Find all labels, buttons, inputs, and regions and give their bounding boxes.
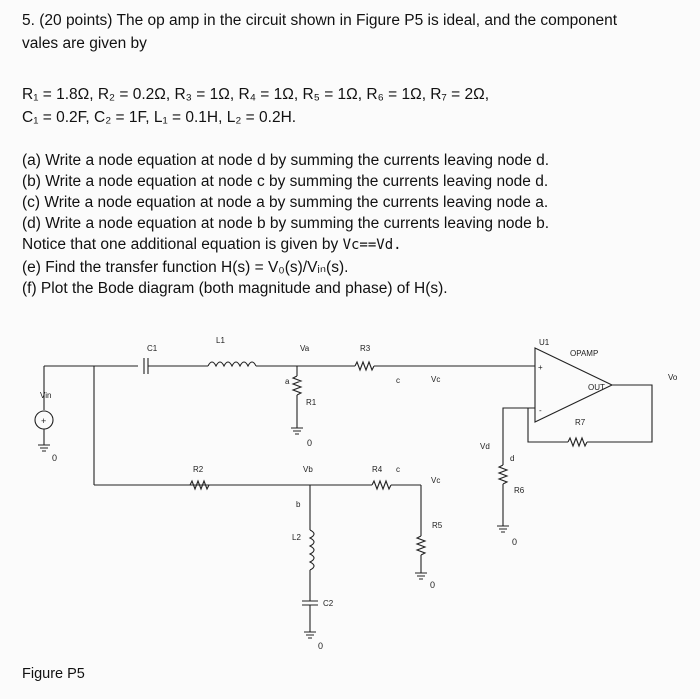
question-e: (e) Find the transfer function H(s) = V₀(s)/Vᵢₙ(s). [22, 259, 349, 276]
label-r6: R6 [514, 486, 525, 495]
label-vo: Vo [668, 373, 678, 382]
figure-caption: Figure P5 [22, 666, 85, 682]
label-ground-r1: 0 [307, 438, 313, 448]
label-vb: Vb [303, 465, 313, 474]
ground-c2 [304, 632, 316, 638]
problem-line-2: vales are given by [22, 35, 147, 52]
circuit-figure [0, 320, 700, 699]
resistor-r6 [499, 465, 507, 484]
resistor-r5 [417, 536, 425, 555]
ground-r1 [291, 395, 303, 434]
label-c2: C2 [323, 599, 334, 608]
ground-r6 [497, 484, 509, 532]
label-d: d [510, 454, 515, 463]
question-f: (f) Plot the Bode diagram (both magnitude and phase) of H(s). [22, 280, 448, 297]
note-prefix: Notice that one additional equation is given by [22, 236, 343, 253]
label-vd: Vd [480, 442, 490, 451]
label-b: b [296, 500, 301, 509]
ground-r5 [415, 555, 427, 579]
question-b: (b) Write a node equation at node c by summing the currents leaving node d. [22, 173, 549, 190]
label-c1: C1 [147, 344, 158, 353]
label-l1: L1 [216, 336, 225, 345]
label-vc-mid: Vc [431, 476, 441, 485]
label-ground-r6: 0 [512, 537, 518, 547]
label-vin-polarity: + [41, 416, 47, 426]
label-out: OUT [588, 383, 605, 392]
label-r1: R1 [306, 398, 317, 407]
label-r5: R5 [432, 521, 443, 530]
inductor-l2 [310, 530, 314, 570]
component-values-line-2: C₁ = 0.2F, C₂ = 1F, L₁ = 0.1H, L₂ = 0.2H. [22, 109, 297, 126]
label-l2: L2 [292, 533, 301, 542]
component-values-line-1: R₁ = 1.8Ω, R₂ = 0.2Ω, R₃ = 1Ω, R₄ = 1Ω, R₅ = 1Ω, R₆ = 1Ω, R₇ = 2Ω, [22, 86, 490, 103]
label-r2: R2 [193, 465, 204, 474]
label-c-top: c [396, 376, 400, 385]
resistor-r7 [568, 438, 587, 446]
question-c: (c) Write a node equation at node a by summing the currents leaving node a. [22, 194, 549, 211]
label-r3: R3 [360, 344, 371, 353]
label-plus: + [538, 363, 543, 372]
capacitor-c1 [144, 358, 148, 374]
label-c-mid: c [396, 465, 400, 474]
wire-opamp-output [587, 385, 652, 442]
wire-feedback [528, 408, 568, 442]
label-ground-r5: 0 [430, 580, 436, 590]
capacitor-c2 [302, 570, 318, 632]
inductor-l1 [208, 362, 256, 366]
label-r4: R4 [372, 465, 383, 474]
label-ground-c2: 0 [318, 641, 324, 651]
label-vin: Vin [40, 391, 52, 400]
label-opamp: OPAMP [570, 349, 599, 358]
label-r7: R7 [575, 418, 586, 427]
label-minus: - [539, 406, 542, 415]
label-a: a [285, 377, 290, 386]
label-va: Va [300, 344, 310, 353]
question-a: (a) Write a node equation at node d by summing the currents leaving node d. [22, 152, 550, 169]
problem-line-1: 5. (20 points) The op amp in the circuit shown in Figure P5 is ideal, and the component [22, 12, 618, 29]
wire-inverting-input [503, 408, 535, 465]
note-line [22, 236, 402, 254]
resistor-r1 [293, 376, 301, 395]
resistor-r3 [355, 362, 374, 370]
ground-vin [38, 429, 50, 451]
question-d: (d) Write a node equation at node b by summing the currents leaving node b. [22, 215, 550, 232]
note-equation: Vc==Vd. [342, 237, 402, 253]
resistor-r4 [372, 481, 391, 489]
label-vc-top: Vc [431, 375, 441, 384]
label-u1: U1 [539, 338, 550, 347]
label-ground-vin: 0 [52, 453, 58, 463]
